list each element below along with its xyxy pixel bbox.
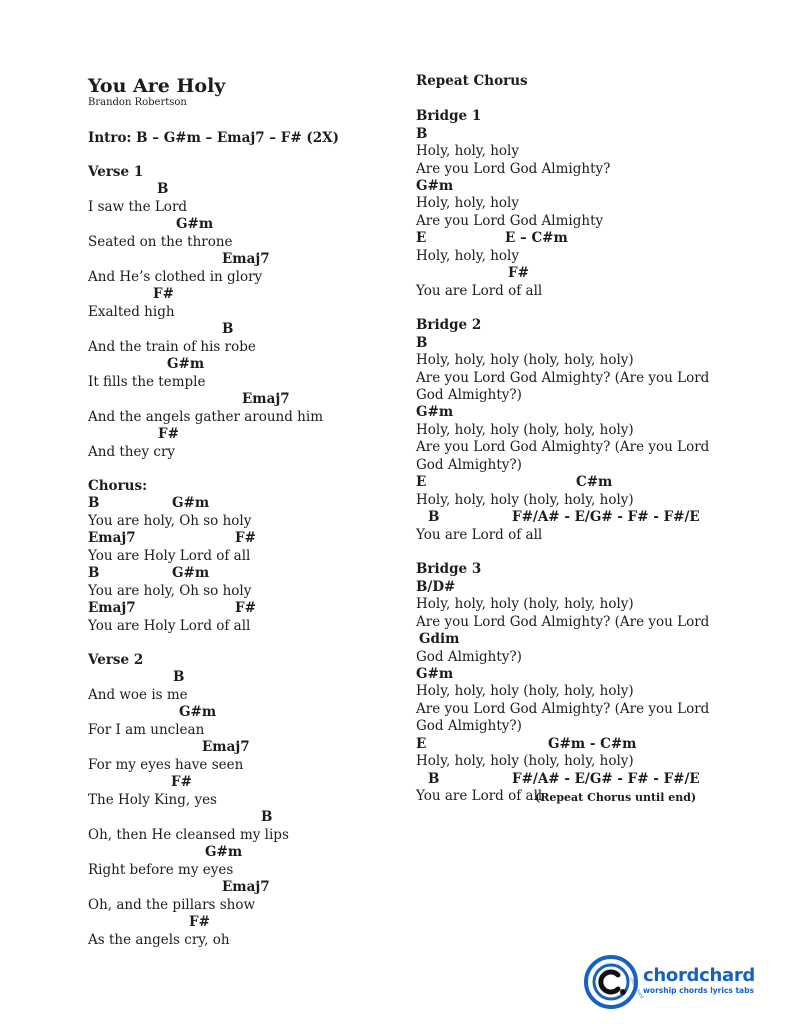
bridge2-heading: Bridge 2	[416, 317, 482, 333]
bridge1-lyric: You are Lord of all	[416, 283, 543, 299]
bridge1-chord: E – C#m	[505, 230, 568, 246]
verse2-lyric: As the angels cry, oh	[88, 932, 230, 948]
chorus-chord: F#	[235, 530, 256, 546]
chorus-chord: B	[88, 495, 100, 511]
verse2-lyric: Oh, then He cleansed my lips	[88, 827, 289, 843]
bridge1-chord: G#m	[416, 178, 454, 194]
bridge3-lyric: Holy, holy, holy (holy, holy, holy)	[416, 596, 634, 612]
bridge2-lyric: You are Lord of all	[416, 527, 543, 543]
bridge2-lyric: Holy, holy, holy (holy, holy, holy)	[416, 352, 634, 368]
verse1-chord: B	[157, 181, 169, 197]
verse1-lyric: And they cry	[88, 444, 176, 460]
bridge2-chord: B	[428, 509, 440, 525]
bridge1-lyric: Are you Lord God Almighty?	[416, 161, 611, 177]
bridge1-heading: Bridge 1	[416, 108, 482, 124]
verse1-lyric: And the angels gather around him	[88, 409, 323, 425]
chorus-chord: G#m	[172, 495, 210, 511]
bridge3-lyric: Are you Lord God Almighty? (Are you Lord	[416, 701, 710, 717]
bridge3-chord: F#/A# - E/G# - F# - F#/E	[512, 771, 700, 787]
verse1-lyric: It fills the temple	[88, 374, 206, 390]
bridge2-lyric: Are you Lord God Almighty? (Are you Lord	[416, 439, 710, 455]
verse2-chord: G#m	[205, 844, 243, 860]
bridge2-chord: C#m	[576, 474, 613, 490]
bridge3-chord: E	[416, 736, 427, 752]
chorus-chord: B	[88, 565, 100, 581]
bridge2-lyric: Holy, holy, holy (holy, holy, holy)	[416, 492, 634, 508]
bridge3-lyric: Holy, holy, holy (holy, holy, holy)	[416, 753, 634, 769]
verse2-heading: Verse 2	[88, 652, 144, 668]
bridge3-chord: G#m - C#m	[548, 736, 637, 752]
bridge3-lyric: Holy, holy, holy (holy, holy, holy)	[416, 683, 634, 699]
bridge1-chord: E	[416, 230, 427, 246]
bridge3-lyric: Are you Lord God Almighty? (Are you Lord	[416, 614, 710, 630]
bridge3-heading: Bridge 3	[416, 561, 482, 577]
bridge3-lyric: You are Lord of all	[416, 788, 543, 804]
verse2-chord: B	[261, 809, 273, 825]
bridge1-chord: B	[416, 126, 428, 142]
verse2-chord: Emaj7	[222, 879, 270, 895]
chordchard-logo[interactable]	[584, 955, 764, 1011]
bridge2-chord: F#/A# - E/G# - F# - F#/E	[512, 509, 700, 525]
verse1-lyric: And He’s clothed in glory	[88, 269, 263, 285]
verse2-chord: F#	[189, 914, 210, 930]
verse2-chord: G#m	[179, 704, 217, 720]
verse1-lyric: Seated on the throne	[88, 234, 233, 250]
logo-mark-icon	[584, 955, 645, 1009]
bridge3-lyric: God Almighty?)	[416, 649, 522, 665]
chorus-heading: Chorus:	[88, 478, 148, 494]
verse2-lyric: Right before my eyes	[88, 862, 234, 878]
verse1-lyric: And the train of his robe	[88, 339, 256, 355]
bridge3-lyric: God Almighty?)	[416, 718, 522, 734]
verse1-lyric: I saw the Lord	[88, 199, 188, 215]
intro-line: Intro: B – G#m – Emaj7 – F# (2X)	[88, 130, 339, 146]
verse2-lyric: The Holy King, yes	[88, 792, 217, 808]
verse1-heading: Verse 1	[88, 164, 144, 180]
end-note: (Repeat Chorus until end)	[535, 791, 697, 804]
verse1-chord: Emaj7	[242, 391, 290, 407]
bridge2-chord: B	[416, 335, 428, 351]
verse2-lyric: Oh, and the pillars show	[88, 897, 256, 913]
bridge1-lyric: Holy, holy, holy	[416, 143, 519, 159]
brand-tagline: worship chords lyrics tabs	[643, 986, 754, 995]
bridge3-chord: B	[428, 771, 440, 787]
bridge3-chord: B/D#	[416, 579, 456, 595]
verse1-chord: F#	[158, 426, 179, 442]
bridge2-lyric: Are you Lord God Almighty? (Are you Lord	[416, 370, 710, 386]
bridge2-chord: G#m	[416, 404, 454, 420]
verse1-chord: G#m	[167, 356, 205, 372]
chorus-lyric: You are Holy Lord of all	[88, 548, 251, 564]
brand-name: chordchard	[643, 965, 756, 986]
bridge3-chord: Gdim	[419, 631, 460, 647]
bridge2-chord: E	[416, 474, 427, 490]
verse2-chord: Emaj7	[202, 739, 250, 755]
verse2-lyric: For I am unclean	[88, 722, 205, 738]
song-artist: Brandon Robertson	[88, 97, 187, 108]
verse1-lyric: Exalted high	[88, 304, 175, 320]
verse2-chord: B	[173, 669, 185, 685]
bridge2-lyric: Holy, holy, holy (holy, holy, holy)	[416, 422, 634, 438]
chorus-chord: F#	[235, 600, 256, 616]
bridge1-lyric: Are you Lord God Almighty	[416, 213, 604, 229]
repeat-chorus-heading: Repeat Chorus	[416, 73, 528, 89]
verse1-chord: G#m	[176, 216, 214, 232]
verse1-chord: B	[222, 321, 234, 337]
verse2-lyric: For my eyes have seen	[88, 757, 244, 773]
logo-ring-text: chordchard	[629, 977, 645, 1000]
verse1-chord: F#	[153, 286, 174, 302]
chorus-lyric: You are holy, Oh so holy	[88, 513, 252, 529]
bridge3-chord: G#m	[416, 666, 454, 682]
bridge1-lyric: Holy, holy, holy	[416, 248, 519, 264]
bridge2-lyric: God Almighty?)	[416, 387, 522, 403]
chorus-lyric: You are holy, Oh so holy	[88, 583, 252, 599]
bridge1-lyric: Holy, holy, holy	[416, 195, 519, 211]
chorus-chord: Emaj7	[88, 530, 136, 546]
verse2-lyric: And woe is me	[88, 687, 188, 703]
chorus-lyric: You are Holy Lord of all	[88, 618, 251, 634]
verse1-chord: Emaj7	[222, 251, 270, 267]
verse2-chord: F#	[171, 774, 192, 790]
bridge1-chord: F#	[508, 265, 529, 281]
chorus-chord: G#m	[172, 565, 210, 581]
chorus-chord: Emaj7	[88, 600, 136, 616]
song-title: You Are Holy	[88, 75, 226, 97]
bridge2-lyric: God Almighty?)	[416, 457, 522, 473]
